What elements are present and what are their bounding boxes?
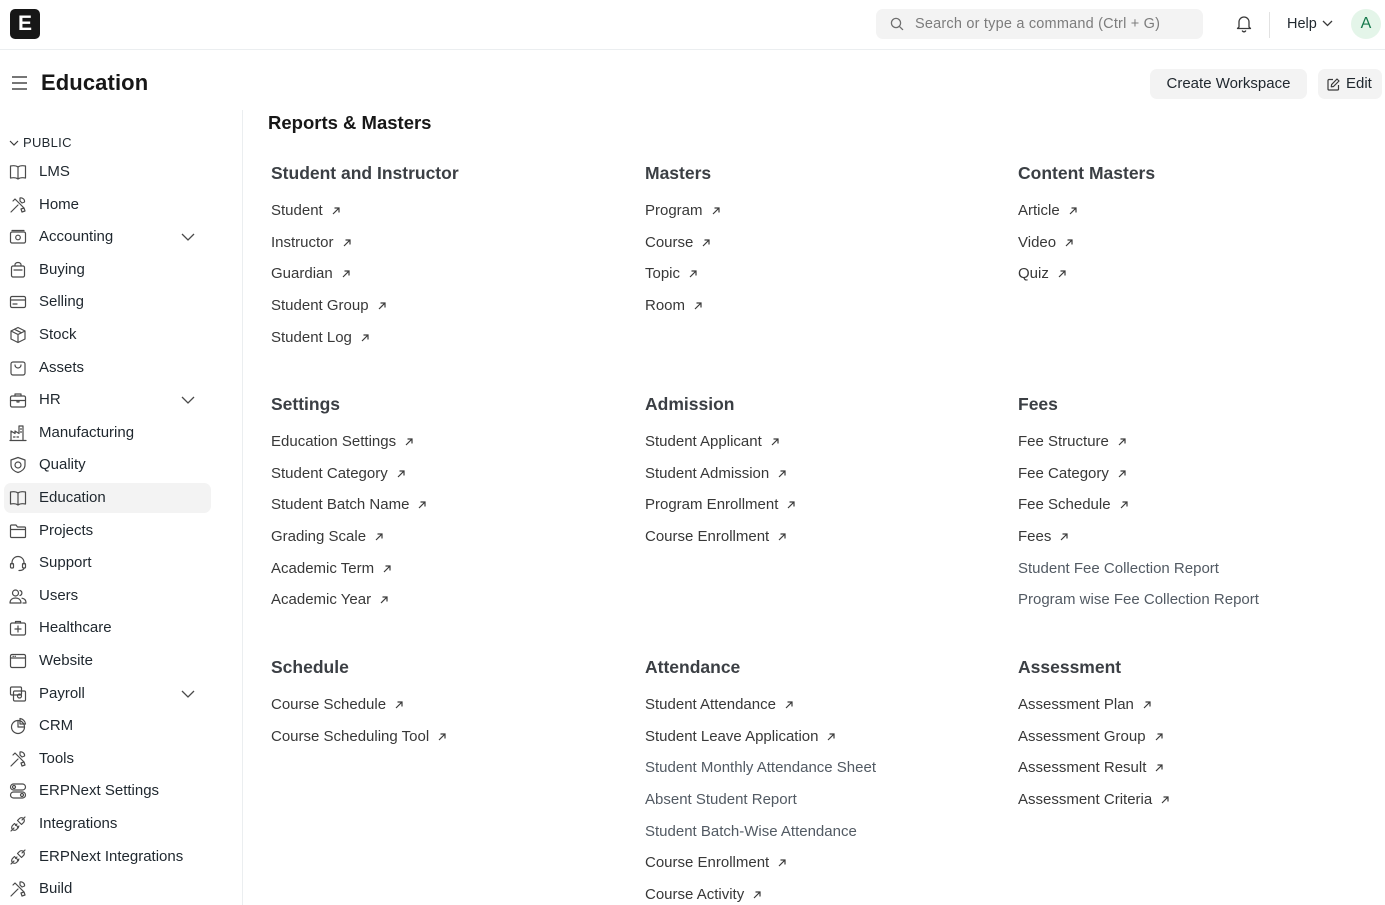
factory-icon: [9, 424, 27, 442]
sidebar-item-label: ERPNext Integrations: [39, 847, 184, 865]
doctype-link[interactable]: [271, 696, 447, 728]
sidebar-item-label: Payroll: [39, 684, 85, 702]
sidebar-item-label: Build: [39, 880, 73, 898]
doctype-link[interactable]: [1018, 728, 1170, 760]
doctype-link[interactable]: [271, 528, 427, 560]
doctype-link[interactable]: [645, 265, 721, 297]
sidebar-item-label: Quality: [39, 456, 86, 474]
tools-icon: [9, 880, 27, 898]
doctype-link[interactable]: [1018, 791, 1170, 823]
doctype-link[interactable]: [645, 728, 876, 760]
card-title: Fees: [1018, 394, 1058, 414]
sidebar-item-integrations[interactable]: [4, 809, 211, 839]
link-card-schedule: [271, 657, 447, 759]
sidebar-item-stock[interactable]: [4, 320, 211, 350]
sidebar-item-lms[interactable]: [4, 157, 211, 187]
link-card-student-and-instructor: [271, 163, 459, 360]
link-label: Assessment Group: [1018, 727, 1146, 745]
link-label: Absent Student Report: [645, 791, 797, 809]
sidebar-item-label: Buying: [39, 260, 85, 278]
sidebar-item-label: Stock: [39, 326, 77, 343]
link-label: Academic Year: [271, 591, 372, 609]
tools-icon: [9, 750, 27, 768]
arrow-up-right-icon: [382, 564, 392, 574]
arrow-up-right-icon: [342, 238, 352, 248]
chevron-down-icon[interactable]: [181, 690, 195, 698]
sidebar-item-label: Selling: [39, 293, 85, 311]
sidebar-item-label: Assets: [39, 358, 85, 376]
bell-icon[interactable]: [1235, 14, 1253, 33]
doctype-link[interactable]: [645, 696, 876, 728]
sidebar: [0, 110, 243, 905]
link-label: Video: [1018, 233, 1057, 251]
doctype-link[interactable]: [645, 433, 796, 465]
sidebar-item-home[interactable]: [4, 190, 211, 220]
sidebar-item-label: Tools: [39, 749, 75, 767]
sidebar-item-label: Manufacturing: [39, 423, 135, 441]
link-card-assessment: [1018, 657, 1170, 823]
link-label: Guardian: [271, 265, 333, 283]
doctype-link[interactable]: [271, 433, 427, 465]
doctype-link[interactable]: [1018, 528, 1259, 560]
link-label: Course Enrollment: [645, 528, 770, 546]
sidebar-item-label: Education: [39, 489, 106, 506]
doctype-link[interactable]: [645, 886, 876, 905]
link-label: Assessment Criteria: [1018, 791, 1153, 809]
navbar-divider: [1269, 12, 1270, 38]
sidebar-section-public[interactable]: [9, 135, 72, 150]
edit-button[interactable]: [1318, 69, 1382, 99]
doctype-link[interactable]: [645, 297, 721, 329]
link-label: Program wise Fee Collection Report: [1018, 591, 1259, 609]
doctype-link[interactable]: [271, 202, 459, 234]
card-title: Assessment: [1018, 657, 1122, 677]
card-title: Content Masters: [1018, 163, 1156, 183]
arrow-up-right-icon: [404, 437, 414, 447]
doctype-link[interactable]: [1018, 496, 1259, 528]
arrow-up-right-icon: [701, 238, 711, 248]
arrow-up-right-icon: [1059, 532, 1069, 542]
search-icon: [890, 17, 904, 31]
sidebar-item-accounting[interactable]: [4, 222, 211, 252]
arrow-up-right-icon: [1160, 795, 1170, 805]
card-links: [645, 696, 876, 905]
arrow-up-right-icon: [711, 206, 721, 216]
link-label: Topic: [645, 265, 681, 283]
doctype-link[interactable]: [645, 234, 721, 266]
card-links: [271, 433, 427, 623]
arrow-up-right-icon: [1057, 269, 1067, 279]
avatar[interactable]: A: [1351, 9, 1381, 39]
doctype-link[interactable]: [645, 496, 796, 528]
link-label: Student Fee Collection Report: [1018, 559, 1219, 577]
link-label: Student Category: [271, 464, 388, 482]
sidebar-item-assets[interactable]: [4, 353, 211, 383]
arrow-up-right-icon: [786, 500, 796, 510]
crm-icon: [9, 717, 27, 735]
create-workspace-button[interactable]: Create Workspace: [1150, 69, 1307, 99]
link-label: Room: [645, 297, 686, 315]
arrow-up-right-icon: [752, 890, 762, 900]
card-title: Attendance: [645, 657, 741, 677]
doctype-link[interactable]: [271, 560, 427, 592]
arrow-up-right-icon: [396, 469, 406, 479]
support-icon: [9, 554, 27, 572]
search-bar[interactable]: [876, 9, 1203, 39]
link-label: Student Log: [271, 328, 352, 346]
doctype-link[interactable]: [271, 329, 459, 361]
arrow-up-right-icon: [1154, 732, 1164, 742]
sidebar-item-crm[interactable]: [4, 711, 211, 741]
doctype-link[interactable]: [645, 202, 721, 234]
sidebar-item-erpnext-integrations[interactable]: [4, 842, 211, 872]
arrow-up-right-icon: [437, 732, 447, 742]
link-label: Student Batch-Wise Attendance: [645, 822, 857, 840]
settings-icon: [9, 782, 27, 800]
edit-label: Edit: [1346, 75, 1372, 92]
arrow-up-right-icon: [341, 269, 351, 279]
link-card-settings: [271, 394, 427, 623]
card-icon: [9, 293, 27, 311]
doctype-link[interactable]: [1018, 202, 1155, 234]
arrow-up-right-icon: [784, 700, 794, 710]
card-title: Masters: [645, 163, 712, 183]
card-title: Student and Instructor: [271, 163, 459, 183]
link-card-attendance: [645, 657, 876, 905]
sidebar-item-label: Users: [39, 586, 79, 604]
doctype-link[interactable]: [271, 591, 427, 623]
arrow-up-right-icon: [777, 858, 787, 868]
arrow-up-right-icon: [379, 595, 389, 605]
sidebar-item-hr[interactable]: [4, 385, 211, 415]
top-navbar: [0, 0, 1385, 50]
edit-icon: [1327, 78, 1340, 91]
card-title: Settings: [271, 394, 341, 414]
sidebar-item-label: Accounting: [39, 228, 114, 246]
website-icon: [9, 652, 27, 670]
sidebar-item-label: Website: [39, 652, 93, 669]
link-label: Student Admission: [645, 464, 770, 482]
chevron-down-icon[interactable]: [181, 233, 195, 241]
arrow-up-right-icon: [1117, 437, 1127, 447]
link-label: Student Group: [271, 297, 369, 315]
chevron-down-icon: [9, 140, 19, 146]
arrow-up-right-icon: [770, 437, 780, 447]
arrow-up-right-icon: [777, 532, 787, 542]
link-label: Student Leave Application: [645, 727, 819, 745]
sidebar-item-build[interactable]: [4, 874, 211, 904]
book-icon: [9, 489, 27, 507]
arrow-up-right-icon: [1142, 700, 1152, 710]
report-link[interactable]: [645, 759, 876, 791]
doctype-link[interactable]: [1018, 759, 1170, 791]
page-title: Education: [41, 70, 149, 95]
card-title: Schedule: [271, 657, 349, 677]
sidebar-item-quality[interactable]: [4, 450, 211, 480]
help-menu[interactable]: Help: [1287, 16, 1317, 32]
arrow-up-right-icon: [1117, 469, 1127, 479]
doctype-link[interactable]: [1018, 433, 1259, 465]
link-label: Grading Scale: [271, 528, 367, 546]
card-links: [1018, 202, 1155, 297]
report-link[interactable]: [645, 823, 876, 855]
sidebar-item-label: Projects: [39, 521, 94, 539]
cart-icon: [9, 359, 27, 377]
arrow-up-right-icon: [777, 469, 787, 479]
arrow-up-right-icon: [1119, 500, 1129, 510]
money-icon: [9, 228, 27, 246]
link-card-masters: [645, 163, 721, 329]
sidebar-item-manufacturing[interactable]: [4, 418, 211, 448]
doctype-link[interactable]: [271, 496, 427, 528]
folder-icon: [9, 522, 27, 540]
app-logo[interactable]: E: [10, 9, 40, 39]
arrow-up-right-icon: [377, 301, 387, 311]
sidebar-item-website[interactable]: [4, 646, 211, 676]
link-label: Assessment Plan: [1018, 696, 1134, 713]
link-label: Course Enrollment: [645, 854, 770, 872]
sidebar-item-payroll[interactable]: [4, 679, 211, 709]
link-label: Fees: [1018, 528, 1052, 546]
menu-icon[interactable]: [11, 75, 28, 91]
link-label: Assessment Result: [1018, 759, 1147, 777]
doctype-link[interactable]: [271, 297, 459, 329]
doctype-link[interactable]: [645, 528, 796, 560]
link-label: Instructor: [271, 233, 334, 251]
link-label: Student Monthly Attendance Sheet: [645, 759, 876, 777]
book-icon: [9, 163, 27, 181]
doctype-link[interactable]: [271, 234, 459, 266]
doctype-link[interactable]: [1018, 696, 1170, 728]
healthcare-icon: [9, 619, 27, 637]
link-label: Academic Term: [271, 559, 375, 577]
chevron-down-icon[interactable]: [181, 396, 195, 404]
arrow-up-right-icon: [394, 700, 404, 710]
card-title: Admission: [645, 394, 735, 414]
briefcase-icon: [9, 391, 27, 409]
card-links: [645, 433, 796, 560]
sidebar-item-label: Integrations: [39, 815, 118, 832]
sidebar-item-label: Healthcare: [39, 619, 112, 637]
link-label: Article: [1018, 202, 1060, 219]
doctype-link[interactable]: [1018, 465, 1259, 497]
arrow-up-right-icon: [1068, 206, 1078, 216]
link-label: Fee Category: [1018, 464, 1109, 482]
arrow-up-right-icon: [331, 206, 341, 216]
sidebar-item-label: HR: [39, 391, 61, 409]
arrow-up-right-icon: [417, 500, 427, 510]
link-label: Student Applicant: [645, 433, 762, 450]
link-label: Course Schedule: [271, 696, 387, 713]
sidebar-item-education[interactable]: [4, 483, 211, 513]
link-card-content-masters: [1018, 163, 1155, 297]
link-label: Education Settings: [271, 433, 397, 450]
card-links: [271, 202, 459, 360]
arrow-up-right-icon: [374, 532, 384, 542]
arrow-up-right-icon: [360, 333, 370, 343]
sidebar-item-projects[interactable]: [4, 516, 211, 546]
sidebar-item-label: ERPNext Settings: [39, 782, 160, 800]
quality-icon: [9, 456, 27, 474]
sidebar-item-label: Home: [39, 195, 80, 213]
doctype-link[interactable]: [1018, 234, 1155, 266]
doctype-link[interactable]: [271, 265, 459, 297]
doctype-link[interactable]: [645, 854, 876, 886]
link-card-admission: [645, 394, 796, 560]
integration-icon: [9, 815, 27, 833]
box-icon: [9, 326, 27, 344]
card-links: [1018, 696, 1170, 823]
payroll-icon: [9, 685, 27, 703]
doctype-link[interactable]: [271, 728, 447, 760]
doctype-link[interactable]: [271, 465, 427, 497]
link-label: Student Batch Name: [271, 496, 410, 514]
link-label: Course Scheduling Tool: [271, 727, 430, 745]
report-link[interactable]: [1018, 560, 1259, 592]
doctype-link[interactable]: [645, 465, 796, 497]
card-links: [645, 202, 721, 329]
arrow-up-right-icon: [826, 732, 836, 742]
link-card-fees: [1018, 394, 1259, 623]
report-link[interactable]: [645, 791, 876, 823]
arrow-up-right-icon: [688, 269, 698, 279]
sidebar-item-buying[interactable]: [4, 255, 211, 285]
sidebar-section-label: PUBLIC: [23, 135, 72, 150]
link-label: Fee Schedule: [1018, 496, 1111, 514]
card-links: [271, 696, 447, 759]
arrow-up-right-icon: [693, 301, 703, 311]
link-label: Program: [645, 202, 703, 219]
arrow-up-right-icon: [1064, 238, 1074, 248]
report-link[interactable]: [1018, 591, 1259, 623]
link-label: Course: [645, 233, 694, 251]
section-title: Reports & Masters: [268, 112, 432, 133]
bag-icon: [9, 261, 27, 279]
link-label: Student Attendance: [645, 696, 776, 713]
tools-icon: [9, 196, 27, 214]
card-links: [1018, 433, 1259, 623]
sidebar-item-label: CRM: [39, 717, 74, 735]
sidebar-item-label: LMS: [39, 163, 70, 180]
doctype-link[interactable]: [1018, 265, 1155, 297]
integration-icon: [9, 848, 27, 866]
link-label: Student: [271, 202, 323, 219]
chevron-down-icon[interactable]: [1322, 20, 1333, 27]
sidebar-item-selling[interactable]: [4, 287, 211, 317]
sidebar-item-tools[interactable]: [4, 744, 211, 774]
sidebar-item-support[interactable]: [4, 548, 211, 578]
sidebar-item-healthcare[interactable]: [4, 613, 211, 643]
sidebar-item-label: Support: [39, 554, 92, 572]
link-label: Quiz: [1018, 265, 1049, 283]
link-label: Fee Structure: [1018, 433, 1109, 450]
users-icon: [9, 587, 27, 605]
arrow-up-right-icon: [1154, 763, 1164, 773]
search-input[interactable]: Search or type a command (Ctrl + G): [915, 16, 1161, 32]
sidebar-item-users[interactable]: [4, 581, 211, 611]
sidebar-item-erpnext-settings[interactable]: [4, 776, 211, 806]
link-label: Course Activity: [645, 886, 745, 904]
link-label: Program Enrollment: [645, 496, 779, 514]
